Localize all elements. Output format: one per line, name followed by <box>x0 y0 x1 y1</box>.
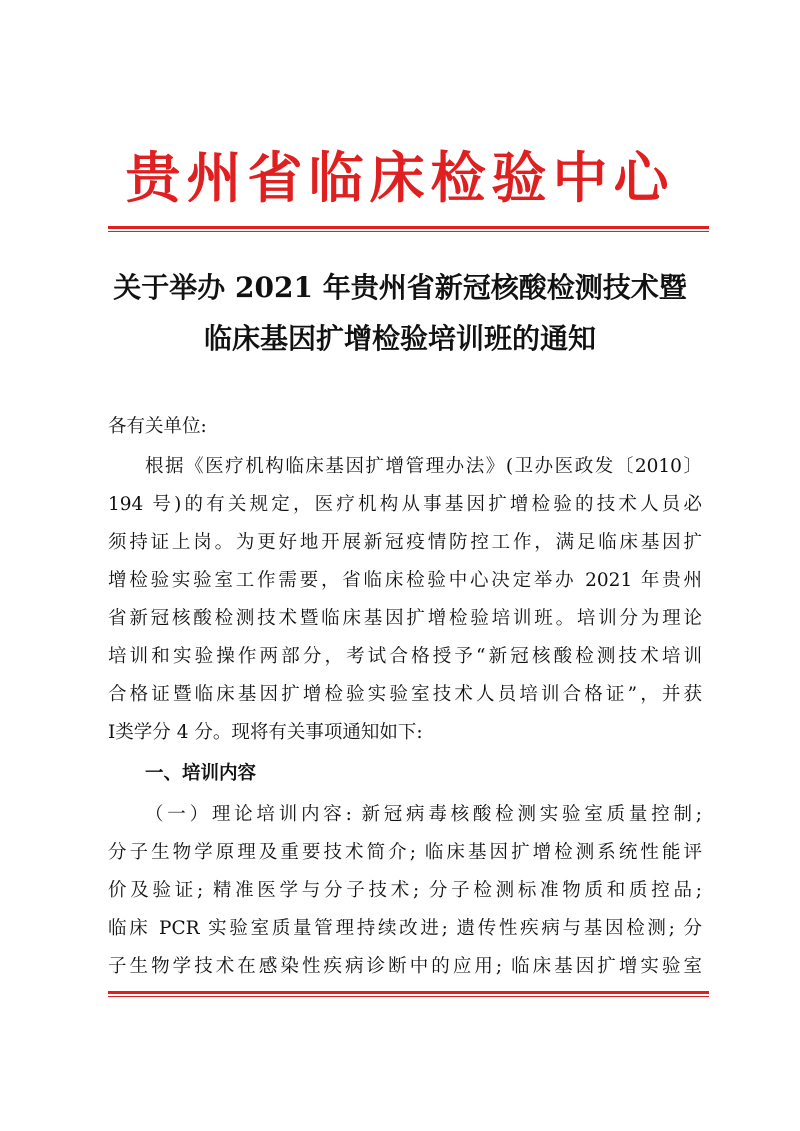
paragraph-2-line-5: 子生物学技术在感染性疾病诊断中的应用; 临床基因扩增实验室 <box>108 956 702 977</box>
section-1-heading: 一、培训内容 <box>145 763 257 784</box>
paragraph-1-line-1: 根据《医疗机构临床基因扩增管理办法》(卫办医政发〔2010〕 <box>145 456 702 477</box>
footer-divider-rule <box>108 991 709 997</box>
salutation: 各有关单位: <box>108 416 207 437</box>
paragraph-1-line-8: Ⅰ类学分 4 分。现将有关事项通知如下: <box>108 722 423 743</box>
paragraph-2-line-4: 临床 PCR 实验室质量管理持续改进; 遗传性疾病与基因检测; 分 <box>108 918 702 939</box>
paragraph-1-line-6: 培训和实验操作两部分，考试合格授予“新冠核酸检测技术培训 <box>108 646 702 667</box>
header-divider-rule <box>108 226 709 232</box>
org-header-title: 贵州省临床检验中心 <box>125 146 675 210</box>
paragraph-2-line-2: 分子生物学原理及重要技术简介; 临床基因扩增检测系统性能评 <box>108 842 702 863</box>
paragraph-1-line-4: 增检验实验室工作需要，省临床检验中心决定举办 2021 年贵州 <box>108 570 702 591</box>
notice-title-line-2: 临床基因扩增检验培训班的通知 <box>203 322 596 355</box>
paragraph-1-line-5: 省新冠核酸检测技术暨临床基因扩增检验培训班。培训分为理论 <box>108 608 702 629</box>
paragraph-1-line-2: 194 号)的有关规定，医疗机构从事基因扩增检验的技术人员必 <box>108 494 702 515</box>
paragraph-2-line-1: （一）理论培训内容: 新冠病毒核酸检测实验室质量控制; <box>145 804 702 825</box>
paragraph-1-line-7: 合格证暨临床基因扩增检验实验室技术人员培训合格证”，并获 <box>108 684 702 705</box>
paragraph-2-line-3: 价及验证; 精准医学与分子技术; 分子检测标准物质和质控品; <box>108 880 702 901</box>
notice-title-line-1: 关于举办 2021 年贵州省新冠核酸检测技术暨 <box>113 271 687 304</box>
paragraph-1-line-3: 须持证上岗。为更好地开展新冠疫情防控工作，满足临床基因扩 <box>108 532 702 553</box>
